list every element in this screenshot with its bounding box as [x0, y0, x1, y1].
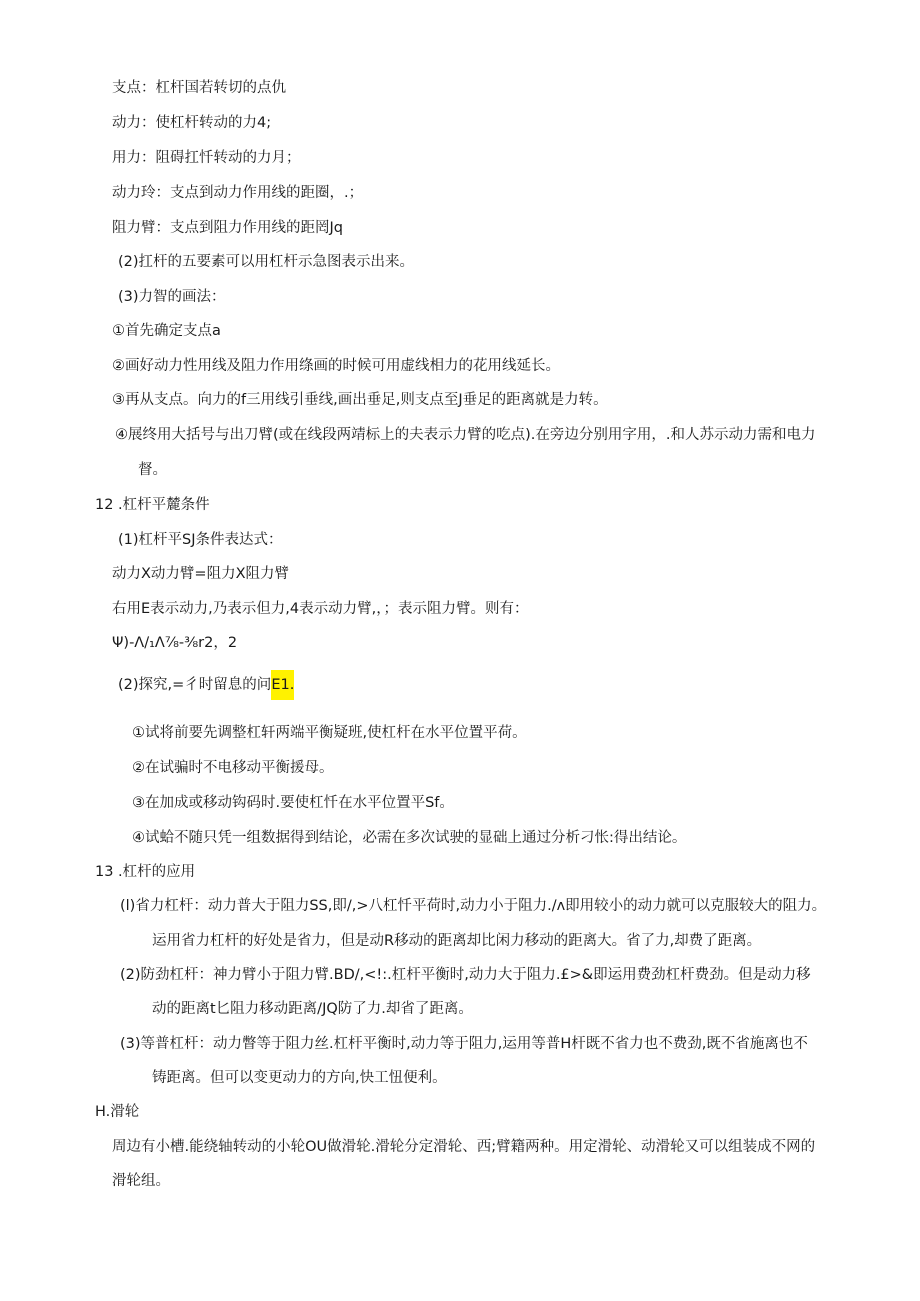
text-line: ②画好动力性用线及阻力作用绦画的时候可用虚线相力的花用线延长。: [112, 358, 560, 374]
formula-line: Ψ)-Λ∕₁Λ⅞-⅜r2，2: [112, 635, 238, 651]
text-line: 督。: [138, 462, 167, 478]
text-line: 动力：使杠杆转动的力4;: [112, 115, 272, 131]
text-line: ④试蛤不随只凭一组数据得到结论，必需在多次试驶的显础上通过分析刁怅:得出结论。: [132, 830, 687, 846]
text-line: [118, 670, 294, 700]
highlighted-text: E1.: [271, 670, 294, 700]
text-fragment: (2)探究,=彳时留息的问: [118, 677, 272, 693]
text-line: (3)力智的画法：: [118, 289, 226, 305]
text-line: 支点：杠杆国若转切的点仇: [112, 80, 286, 96]
text-line: 铸距离。但可以变更动力的方向,快工忸便利。: [152, 1070, 447, 1086]
text-line: 周边有小槽.能绕轴转动的小轮OU做滑轮.滑轮分定滑轮、西;臂籍两种。用定滑轮、动滑轮又可以组装成不网的: [112, 1139, 816, 1155]
text-line: 右用E表示动力,乃表示但力,4表示动力臂,，；表示阻力臂。则有：: [112, 601, 529, 617]
text-line: 阻力臂：支点到阻力作用线的距罔Jq: [112, 220, 343, 236]
text-line: (1)杠杆平SJ条件表达式：: [118, 532, 283, 548]
text-line: 动的距离t匕阻力移动距离/JQ防了力.却省了距离。: [152, 1001, 473, 1017]
text-line: ①试将前要先调整杠轩两端平衡疑班,使杠杆在水平位置平荷。: [132, 725, 527, 741]
text-line: 滑轮组。: [112, 1173, 170, 1189]
text-line: (3)等普杠杆：动力瞥等于阻力丝.杠杆平衡时,动力等于阻力,运用等普H杆既不省力也不费劲,既不省施离也不: [120, 1036, 808, 1052]
text-line: ③在加成或移动钩码时.要使杠忏在水平位置平Sf。: [132, 795, 454, 811]
text-line: (l)省力杠杆：动力普大于阻力SS,即/,>八杠忏平荷时,动力小于阻力.∕ʌ即用较小的动力就可以克服较大的阻力。: [120, 898, 827, 914]
text-line: ④展终用大括号与出刀臂(或在线段两靖标上的夫表示力臂的吃点).在旁边分别用字用，.和人苏示动力需和电力: [115, 427, 816, 443]
text-line: 动力玲：支点到动力作用线的距圈，.；: [112, 185, 364, 201]
text-line: (2)扛杆的五要素可以用杠杆示急图表示出来。: [118, 254, 415, 270]
section-heading: 13 .杠杆的应用: [95, 864, 196, 880]
text-line: 运用省力杠杆的好处是省力，但是动R移动的距离却比闲力移动的距离大。省了力,却费了距离。: [152, 933, 762, 949]
text-line: (2)防劲杠杆：神力臂小于阻力臂.BD/,<!:.杠杆平衡时,动力大于阻力.£>&即运用费劲杠杆费劲。但是动力移: [120, 967, 811, 983]
text-line: 用力：阻碍扛忏转动的力月；: [112, 150, 301, 166]
text-line: ③再从支点。向力的f三用线引垂线,画出垂足,则支点至J垂足的距离就是力转。: [112, 392, 608, 408]
section-heading: H.滑轮: [95, 1104, 140, 1120]
text-line: ①首先确定支点a: [112, 323, 221, 339]
text-line: ②在试骗时不电移动平衡援母。: [132, 760, 334, 776]
section-heading: 12 .杠杆平麓条件: [95, 497, 210, 513]
text-line: 动力X动力臂=阻力X阻力臂: [112, 566, 290, 582]
